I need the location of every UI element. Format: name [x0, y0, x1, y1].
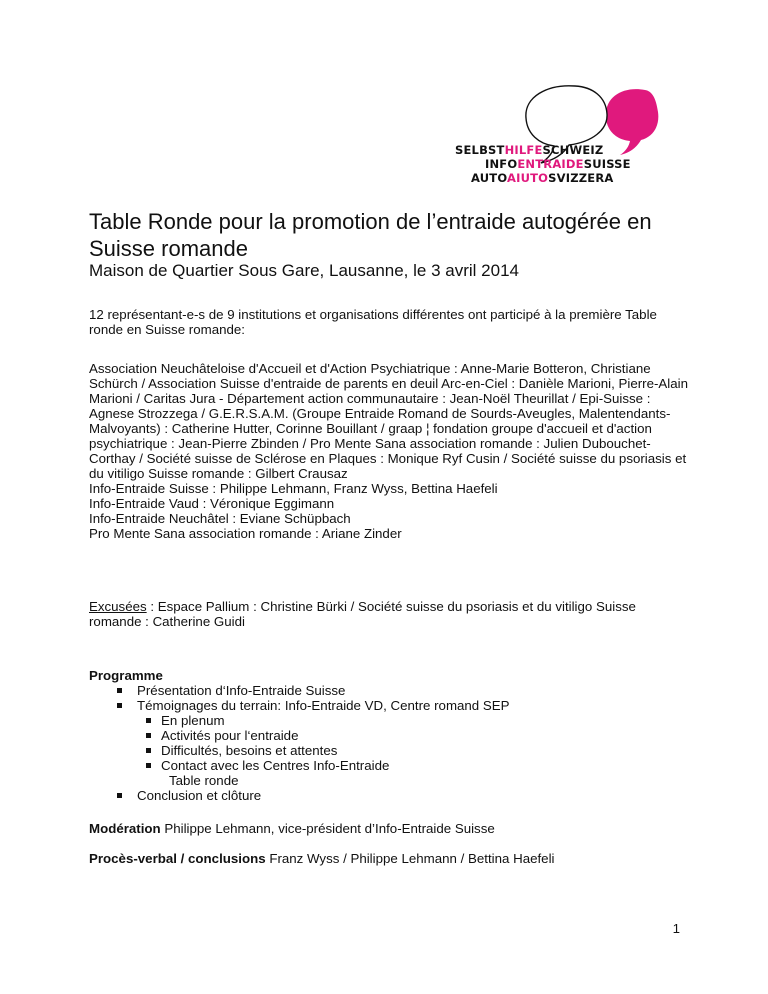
programme-section: [89, 668, 689, 803]
participants-line: Info-Entraide Vaud : Véronique Eggimann: [89, 496, 335, 511]
programme-heading: Programme: [89, 668, 163, 683]
list-item: En plenum: [89, 713, 689, 728]
table-ronde-label: Table ronde: [169, 773, 239, 788]
document-subtitle: Maison de Quartier Sous Gare, Lausanne, le 3 avril 2014: [89, 261, 519, 280]
participants-organisations: Association Neuchâteloise d'Accueil et d'Action Psychiatrique : Anne-Marie Botteron, Christiane Schürch / Association Suisse d'entraide de parents en deuil Arc-en-Ciel : Danièle Marioni, Pierre-Alain Marioni / Caritas Jura - Département action communautaire : Jean-Noël Theurillat / Epi-Suisse : Agnese Strozzega / G.E.R.S.A.M. (Groupe Entraide Romand de Sourds-Aveugles, Malentendants-Malvoyants) : Catherine Hutter, Corinne Bouillant / graap ¦ fondation groupe d'accueil et d'action psychiatrique : Jean-Pierre Zbinden / Pro Mente Sana association romande : Julien Dubouchet-Corthay / Société suisse de Sclérose en Plaques : Monique Ryf Cusin / Société suisse du psoriasis et du vitiligo Suisse romande : Gilbert Crausaz: [89, 361, 688, 481]
participants-line: Info-Entraide Suisse : Philippe Lehmann, Franz Wyss, Bettina Haefeli: [89, 481, 498, 496]
list-item: Conclusion et clôture: [89, 788, 689, 803]
participants-block: [89, 361, 689, 541]
excused-label: Excusées: [89, 599, 147, 614]
moderation-line: Modération Philippe Lehmann, vice-président d’Info-Entraide Suisse: [89, 821, 495, 836]
page-number: 1: [672, 921, 680, 936]
list-item: Difficultés, besoins et attentes: [89, 743, 689, 758]
proces-verbal-line: Procès-verbal / conclusions Franz Wyss / Philippe Lehmann / Bettina Haefeli: [89, 851, 555, 866]
list-item: Présentation d‘Info-Entraide Suisse: [89, 683, 689, 698]
intro-paragraph: 12 représentant-e-s de 9 institutions et organisations différentes ont participé à la première Table ronde en Suisse romande:: [89, 307, 657, 337]
list-item: Témoignages du terrain: Info-Entraide VD, Centre romand SEP: [89, 698, 689, 713]
selbsthilfe-wordmark: SELBSTHILFESCHWEIZ INFOENTRAIDESUISSE AUTOAIUTOSVIZZERA: [455, 143, 631, 185]
list-item: Activités pour l‘entraide: [89, 728, 689, 743]
participants-line: Info-Entraide Neuchâtel : Eviane Schüpbach: [89, 511, 351, 526]
document-title: Table Ronde pour la promotion de l’entraide autogérée en Suisse romande: [89, 209, 652, 261]
excused-paragraph: Excusées : Espace Pallium : Christine Bürki / Société suisse du psoriasis et du vitiligo Suisse romande : Catherine Guidi: [89, 599, 636, 629]
list-item: Contact avec les Centres Info-Entraide: [89, 758, 689, 773]
participants-line: Pro Mente Sana association romande : Ariane Zinder: [89, 526, 402, 541]
